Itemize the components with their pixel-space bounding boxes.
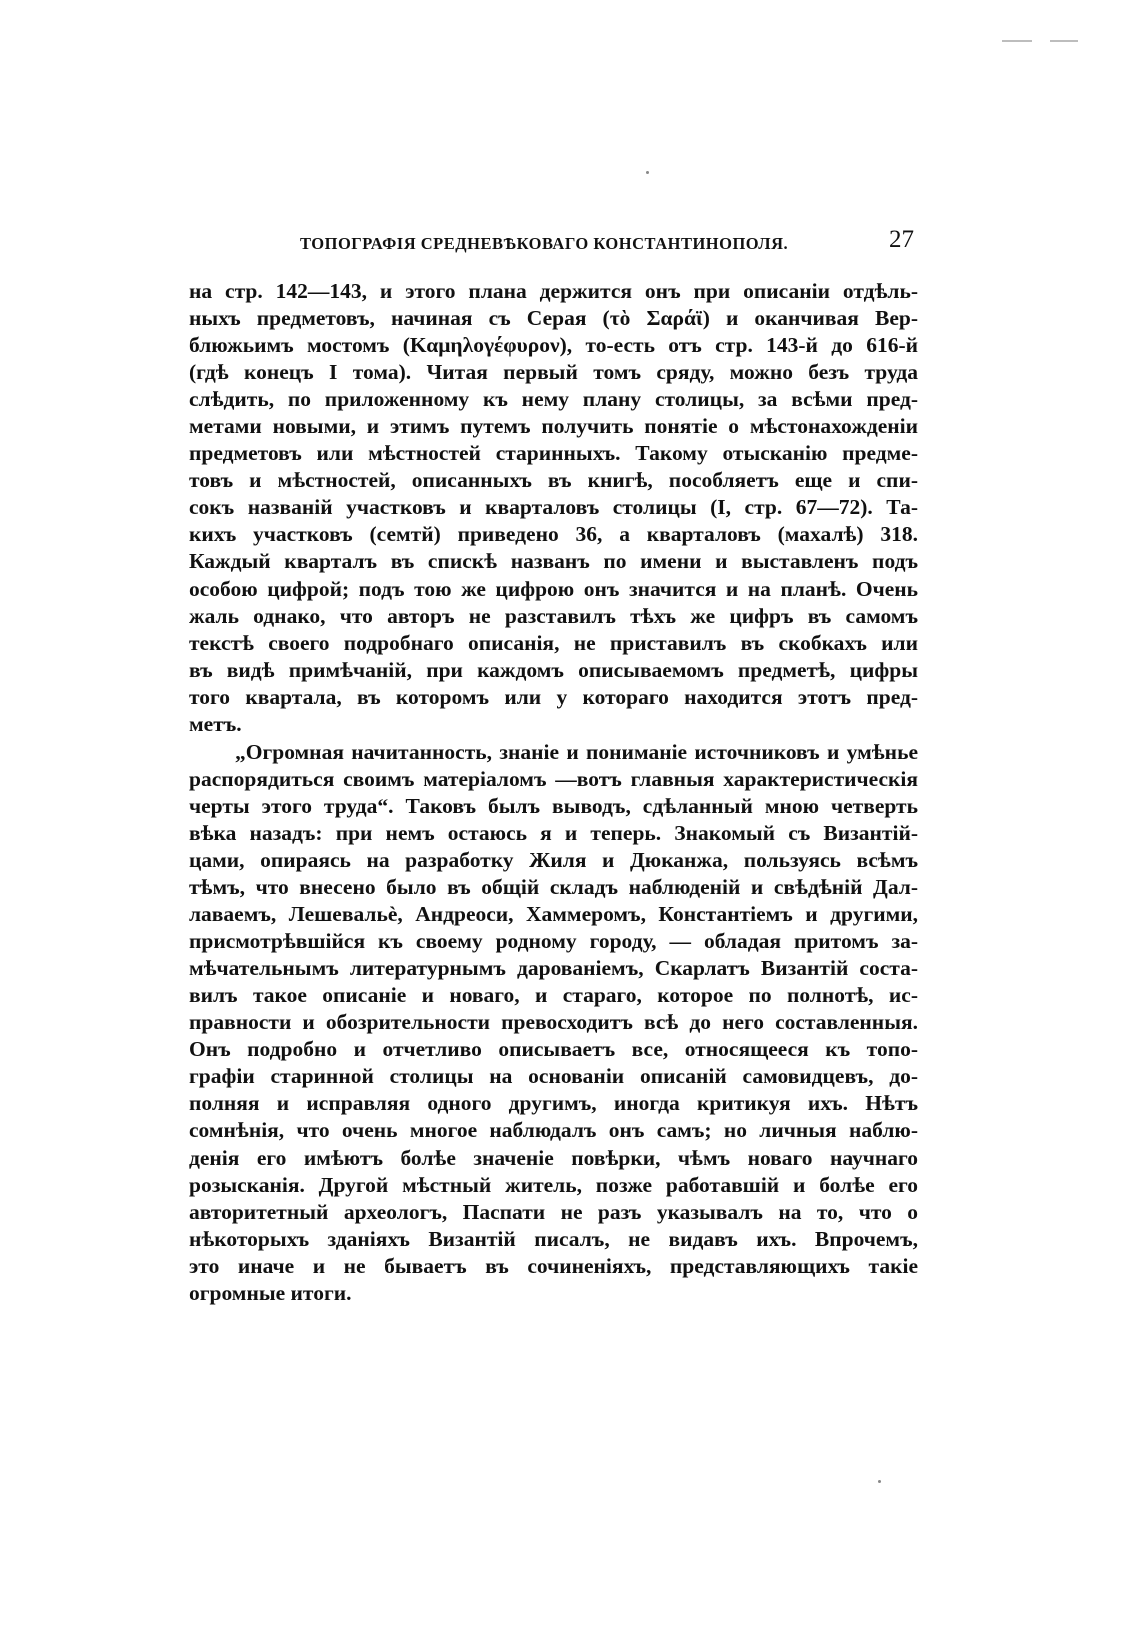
text-line: блюжьимъ мостомъ (Καμηλογέφυρον), то-есть отъ стр. 143-й до 616-й: [189, 333, 918, 358]
text-line: товъ и мѣстностей, описанныхъ въ книгѣ, пособляетъ еще и спи-: [189, 468, 918, 493]
text-line: метами новыми, и этимъ путемъ получить понятіе о мѣстонахожденіи: [189, 414, 918, 439]
paragraph: [189, 278, 918, 738]
text-line: кихъ участковъ (семтй) приведено 36, а кварталовъ (махалѣ) 318.: [189, 522, 918, 547]
text-line: Онъ подробно и отчетливо описываетъ все, относящееся къ топо-: [189, 1037, 918, 1062]
text-line: жаль однако, что авторъ не разставилъ тѣхъ же цифръ въ самомъ: [189, 603, 918, 628]
text-line: мѣчательнымъ литературнымъ дарованіемъ, Скарлатъ Византій соста-: [189, 956, 918, 981]
text-line: того квартала, въ которомъ или у котораго находится этотъ пред-: [189, 684, 918, 709]
text-line: предметовъ или мѣстностей старинныхъ. Такому отысканію предме-: [189, 441, 918, 466]
text-line: это иначе и не бываетъ въ сочиненіяхъ, представляющихъ такіе: [189, 1253, 918, 1278]
page-header: [300, 226, 918, 260]
text-line: тѣмъ, что внесено было въ общій складъ наблюденій и свѣдѣній Дал-: [189, 875, 918, 900]
scan-speck: [878, 1480, 881, 1483]
text-line: слѣдить, по приложенному къ нему плану столицы, за всѣми пред-: [189, 387, 918, 412]
text-line: нѣкоторыхъ зданіяхъ Византій писалъ, не видавъ ихъ. Впрочемъ,: [189, 1226, 918, 1251]
paragraph: [189, 739, 918, 1307]
body-text: [189, 278, 918, 1307]
text-line: розысканія. Другой мѣстный житель, позже работавшій и болѣе его: [189, 1172, 918, 1197]
text-line: огромные итоги.: [189, 1280, 352, 1305]
text-line: распорядиться своимъ матеріаломъ —вотъ главныя характеристическія: [189, 766, 918, 791]
text-line: вѣка назадъ: при немъ остаюсь я и теперь. Знакомый съ Византій-: [189, 820, 918, 845]
text-line: лаваемъ, Лешевальè, Андреоси, Хаммеромъ, Константіемъ и другими,: [189, 902, 918, 927]
scan-edge-mark: [1002, 40, 1032, 42]
text-line: на стр. 142—143, и этого плана держится онъ при описаніи отдѣль-: [189, 279, 918, 303]
text-line: правности и обозрительности превосходитъ всѣ до него составленныя.: [189, 1010, 918, 1035]
text-line: вилъ такое описаніе и новаго, и стараго, которое по полнотѣ, ис-: [189, 983, 918, 1008]
text-line: сокъ названій участковъ и кварталовъ столицы (I, стр. 67—72). Та-: [189, 495, 918, 520]
text-line: „Огромная начитанность, знаніе и пониманіе источниковъ и умѣнье: [235, 739, 918, 764]
text-line: полняя и исправляя одного другимъ, иногда критикуя ихъ. Нѣтъ: [189, 1091, 918, 1116]
text-line: цами, опираясь на разработку Жиля и Дюканжа, пользуясь всѣмъ: [189, 847, 918, 872]
text-line: особою цифрой; подъ тою же цифрою онъ значится и на планѣ. Очень: [189, 576, 918, 601]
text-line: Каждый кварталъ въ спискѣ названъ по имени и выставленъ подъ: [189, 549, 918, 574]
scan-edge-mark: [1050, 40, 1078, 42]
text-line: (гдѣ конецъ I тома). Читая первый томъ сряду, можно безъ труда: [189, 360, 918, 385]
running-title: ТОПОГРАФІЯ СРЕДНЕВѢКОВАГО КОНСТАНТИНОПОЛЯ.: [300, 234, 789, 253]
text-line: черты этого труда“. Таковъ былъ выводъ, сдѣланный мною четверть: [189, 793, 918, 818]
text-line: графіи старинной столицы на основаніи описаній самовидцевъ, до-: [189, 1064, 918, 1089]
text-line: присмотрѣвшійся къ своему родному городу, — обладая притомъ за-: [189, 929, 918, 954]
text-line: въ видѣ примѣчаній, при каждомъ описываемомъ предметѣ, цифры: [189, 657, 918, 682]
text-line: авторитетный археологъ, Паспати не разъ указывалъ на то, что о: [189, 1199, 918, 1224]
page-number: 27: [889, 226, 914, 253]
scan-speck: [646, 171, 649, 174]
text-line: текстѣ своего подробнаго описанія, не приставилъ въ скобкахъ или: [189, 630, 918, 655]
text-line: метъ.: [189, 711, 242, 736]
text-line: сомнѣнія, что очень многое наблюдалъ онъ самъ; но личныя наблю-: [189, 1118, 918, 1143]
text-line: ныхъ предметовъ, начиная съ Серая (τὸ Σαράϊ) и оканчивая Вер-: [189, 306, 918, 331]
text-line: денія его имѣютъ болѣе значеніе повѣрки, чѣмъ новаго научнаго: [189, 1145, 918, 1170]
